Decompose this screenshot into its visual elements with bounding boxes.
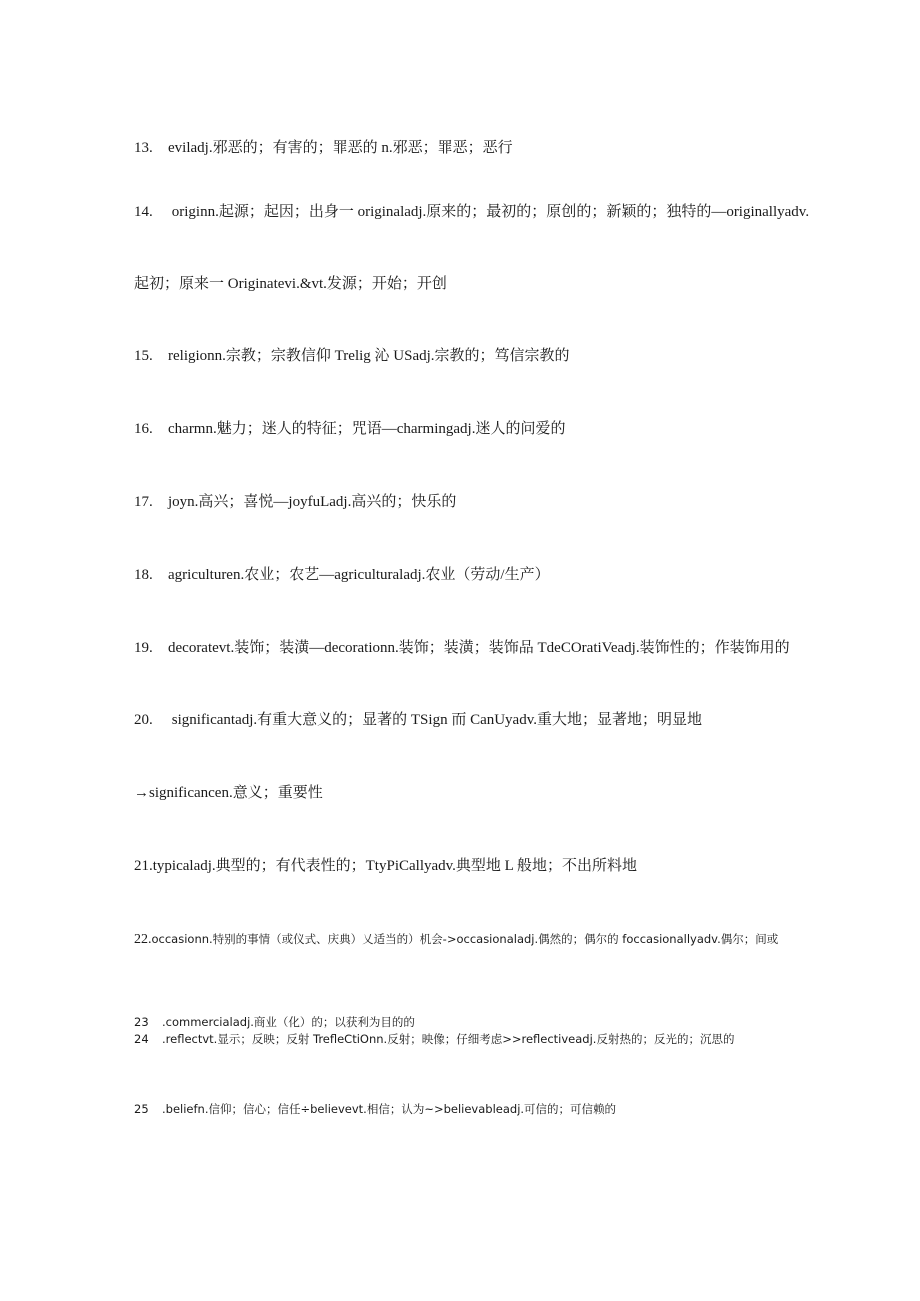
entry-number: 13. [134, 140, 153, 156]
entry-number: 21. [134, 858, 153, 874]
vocab-entry-19 [134, 638, 790, 658]
entry-number: 19. [134, 640, 153, 656]
entry-number: 22. [134, 932, 152, 947]
vocab-entry-21 [134, 856, 637, 876]
entry-text: religionn.宗教；宗教信仰 Trelig 沁 USadj.宗教的；笃信宗教的 [168, 348, 570, 364]
entry-text: 起初；原来一 Originatevi.&vt.发源；开始；开创 [134, 276, 447, 292]
entry-number: 23 [134, 1015, 149, 1029]
entry-text: joyn.高兴；喜悦—joyfuLadj.高兴的；快乐的 [168, 494, 457, 510]
vocab-entry-20-continued [134, 783, 323, 803]
entry-number: 16. [134, 421, 153, 437]
entry-text: →significancen.意义；重要性 [134, 785, 323, 801]
entry-text: .reflectvt.显示；反映；反射 TrefleCtiOnn.反射；映像；仔细考虑>>reflectiveadj.反射热的；反光的；沉思的 [162, 1032, 735, 1046]
entry-text: agriculturen.农业；农艺—agriculturaladj.农业（劳动/生产） [168, 567, 550, 583]
entry-number: 17. [134, 494, 153, 510]
vocab-entry-20 [134, 710, 702, 730]
vocab-entry-24 [134, 1031, 734, 1047]
vocab-entry-15 [134, 346, 570, 366]
vocab-entry-13 [134, 138, 513, 158]
vocab-entry-17 [134, 492, 456, 512]
entry-text: significantadj.有重大意义的；显著的 TSign 而 CanUyadv.重大地；显著地；明显地 [168, 712, 702, 728]
entry-text: typicaladj.典型的；有代表性的；TtyPiCallyadv.典型地 L 般地；不出所料地 [152, 858, 638, 874]
entry-text: occasionn.特别的事情（或仪式、庆典）乂适当的）机会->occasionaladj.偶然的；偶尔的 foccasionallyadv.偶尔；间或 [151, 932, 779, 946]
entry-text: .beliefn.信仰；信心；信任÷believevt.相信；认为~>believableadj.可信的；可信赖的 [162, 1102, 617, 1116]
entry-text: decoratevt.装饰；装潢—decorationn.装饰；装潢；装饰品 TdeCOratiVeadj.装饰性的；作装饰用的 [168, 640, 790, 656]
vocab-entry-14-continued [134, 274, 447, 294]
entry-number: 14. [134, 204, 153, 220]
entry-number: 18. [134, 567, 153, 583]
vocab-entry-14 [134, 202, 809, 222]
entry-number: 25 [134, 1102, 149, 1116]
entry-text: charmn.魅力；迷人的特征；咒语—charmingadj.迷人的问爱的 [168, 421, 566, 437]
entry-text: .commercialadj.商业（化）的；以获利为目的的 [162, 1015, 415, 1029]
vocab-entry-25 [134, 1101, 616, 1117]
entry-text: originn.起源；起因；出身一 originaladj.原来的；最初的；原创的；新颖的；独特的—originallyadv. [168, 204, 810, 220]
entry-text: eviladj.邪恶的；有害的；罪恶的 n.邪恶；罪恶；恶行 [168, 140, 513, 156]
vocab-entry-16 [134, 419, 565, 439]
vocab-entry-22 [134, 930, 778, 950]
entry-number: 24 [134, 1032, 149, 1046]
entry-number: 15. [134, 348, 153, 364]
vocab-entry-23 [134, 1014, 415, 1030]
entry-number: 20. [134, 712, 153, 728]
vocab-entry-18 [134, 565, 550, 585]
